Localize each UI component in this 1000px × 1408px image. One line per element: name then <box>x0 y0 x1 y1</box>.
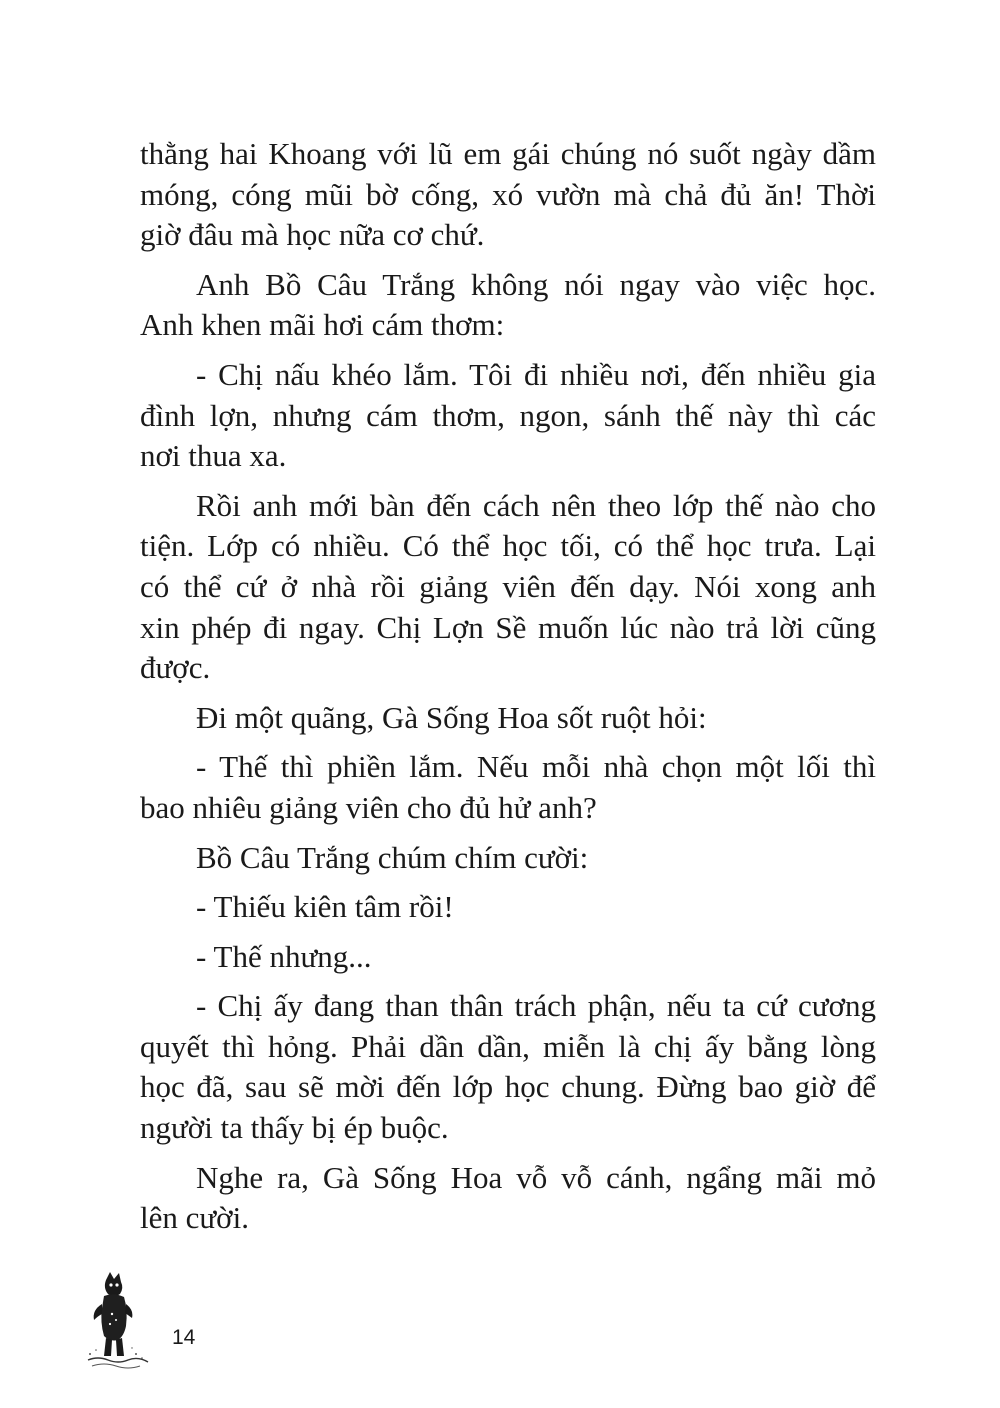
paragraph <box>140 887 876 928</box>
paragraph <box>140 355 876 477</box>
text-line: Anh Bồ Câu Trắng không nói ngay vào việc học. <box>196 266 876 302</box>
page-body <box>140 134 876 1248</box>
text-line: nơi thua xa. <box>140 438 287 474</box>
text-line: tiện. Lớp có nhiều. Có thể học tối, có thể học trưa. Lại <box>140 528 876 564</box>
ink-figure-icon <box>84 1270 168 1374</box>
text-line: thằng hai Khoang với lũ em gái chúng nó suốt ngày dầm <box>140 136 876 171</box>
text-line: được. <box>140 650 211 686</box>
text-line: - Thiếu kiên tâm rồi! <box>196 889 454 925</box>
text-line: Nghe ra, Gà Sống Hoa vỗ vỗ cánh, ngẩng mãi mỏ <box>196 1159 876 1195</box>
paragraph <box>140 265 876 346</box>
paragraph <box>140 937 876 978</box>
text-line: đình lợn, nhưng cám thơm, ngon, sánh thế này thì các <box>140 397 876 433</box>
text-line: móng, cóng mũi bờ cống, xó vườn mà chả đủ ăn! Thời <box>140 176 876 212</box>
text-line: Bồ Câu Trắng chúm chím cười: <box>196 839 589 875</box>
paragraph <box>140 838 876 879</box>
text-line: - Thế thì phiền lắm. Nếu mỗi nhà chọn một lối thì <box>196 749 876 785</box>
text-line: bao nhiêu giảng viên cho đủ hử anh? <box>140 789 597 825</box>
paragraph <box>140 486 876 689</box>
text-line: có thể cứ ở nhà rồi giảng viên đến dạy. Nói xong anh <box>140 568 876 604</box>
text-line: lên cười. <box>140 1200 249 1236</box>
paragraph <box>140 1158 876 1239</box>
paragraph <box>140 986 876 1148</box>
paragraph <box>140 134 876 256</box>
text-line: xin phép đi ngay. Chị Lợn Sề muốn lúc nào trả lời cũng <box>140 609 876 645</box>
text-line: Anh khen mãi hơi cám thơm: <box>140 307 505 343</box>
text-line: - Thế nhưng... <box>196 938 372 974</box>
text-line: - Chị ấy đang than thân trách phận, nếu ta cứ cương <box>196 988 876 1024</box>
text-line: học đã, sau sẽ mời đến lớp học chung. Đừng bao giờ để <box>140 1069 876 1105</box>
text-line: người ta thấy bị ép buộc. <box>140 1110 449 1146</box>
paragraph <box>140 698 876 739</box>
text-line: quyết thì hỏng. Phải dần dần, miễn là chị ấy bằng lòng <box>140 1028 876 1064</box>
text-line: - Chị nấu khéo lắm. Tôi đi nhiều nơi, đến nhiều gia <box>196 356 876 392</box>
text-line: Rồi anh mới bàn đến cách nên theo lớp thế nào cho <box>196 487 876 523</box>
text-line: Đi một quãng, Gà Sống Hoa sốt ruột hỏi: <box>196 699 707 735</box>
text-line: giờ đâu mà học nữa cơ chứ. <box>140 217 485 253</box>
page-number: 14 <box>172 1326 196 1349</box>
paragraph <box>140 747 876 828</box>
